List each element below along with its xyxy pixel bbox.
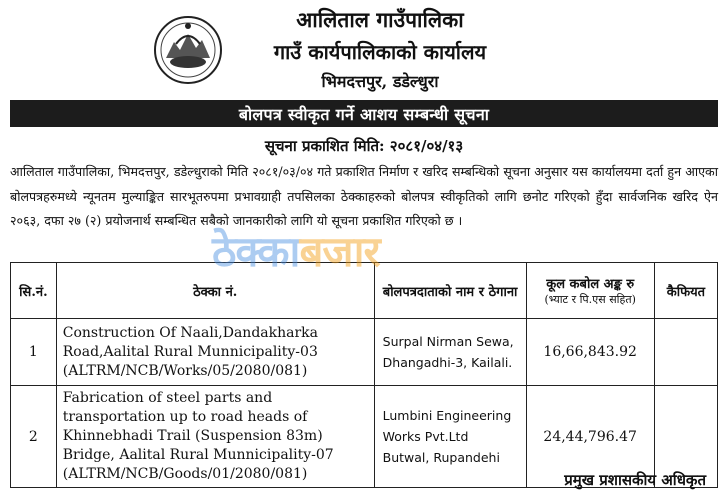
watermark-part-a: ठेक्का: [212, 227, 300, 276]
letterhead: [0, 0, 728, 100]
notice-body: आलिताल गाउँपालिका, भिमदत्तपुर, डडेल्धुराको मिति २०८१/०३/०४ गते प्रकाशित निर्माण र खरिद सम्बन्धिको सूचना अनुसार यस कार्यालयमा दर्ता हुन आएका बोलपत्रहरुमध्ये न्यूनतम मुल्याङ्कित सारभूतरुपमा प्रभावग्राही तपसिलका ठेक्काहरुको बोलपत्र स्वीकृतिको लागि छनोट गरिएको हुँदा सार्वजनिक खरिद ऐन २०६३, दफा २७ (२) प्रयोजनार्थ सम्बन्धित सबैको जानकारीको लागि यो सूचना प्रकाशित गरिएको छ ।: [10, 164, 718, 228]
header-bidder: बोलपत्रदाताको नाम र ठेगाना: [374, 263, 526, 319]
table-header-row: [11, 263, 718, 319]
row-remarks: [654, 319, 717, 386]
office-name: आलिताल गाउँपालिका: [296, 7, 464, 32]
row-contract: Fabrication of steel parts and transportation up to road heads of Khinnebhadi Trail (Suspension 83m) Bridge, Aalital Rural Munnicipality-07 (ALTRM/NCB/Goods/01/2080/081): [56, 386, 374, 488]
notice-title-banner: बोलपत्र स्वीकृत गर्ने आशय सम्बन्धी सूचना: [10, 100, 718, 127]
office-address: भिमदत्तपुर, डडेल्धुरा: [321, 72, 439, 91]
header-contract: ठेक्का नं.: [56, 263, 374, 319]
row-amount: 24,44,796.47: [526, 386, 654, 488]
row-sn: 1: [11, 319, 57, 386]
header-amount: [526, 263, 654, 319]
row-contract: Construction Of Naali,Dandakharka Road,Aalital Rural Munnicipality-03 (ALTRM/NCB/Works/05/2080/081): [56, 319, 374, 386]
header-sn: सि.नं.: [11, 263, 57, 319]
watermark-part-b: बजार: [299, 227, 380, 276]
published-date: सूचना प्रकाशित मिति: २०८१/०४/१३: [264, 137, 464, 155]
signature-title: प्रमुख प्रशासकीय अधिकृत: [564, 471, 706, 489]
header-remarks: कैफियत: [654, 263, 717, 319]
header-amount-label: कूल कबोल अङ्क रु: [546, 277, 635, 292]
table-row: [11, 319, 718, 386]
bid-table: [10, 262, 718, 488]
row-sn: 2: [11, 386, 57, 488]
row-bidder: Surpal Nirman Sewa, Dhangadhi-3, Kailali.: [374, 319, 526, 386]
header-amount-sub: (भ्याट र पि.एस सहित): [544, 293, 636, 306]
row-amount: 16,66,843.92: [526, 319, 654, 386]
office-subtitle: गाउँ कार्यपालिकाको कार्यालय: [273, 40, 487, 64]
row-bidder: Lumbini Engineering Works Pvt.Ltd Butwal, Rupandehi: [374, 386, 526, 488]
